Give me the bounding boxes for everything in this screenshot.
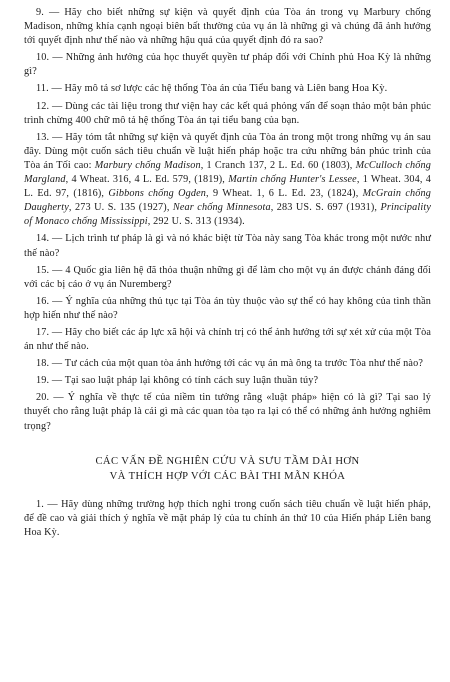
question-number: 18. <box>36 358 50 370</box>
case-name: Martin chống Hunter's Lessee <box>228 174 357 186</box>
question-16 <box>24 295 431 323</box>
case-citation: , 9 Wheat. 1, 6 L. Ed. 23, (1824), <box>206 188 363 200</box>
question-14 <box>24 232 431 260</box>
case-citation: , 1 Wheat. 304, 4 L. Ed. 97, (1816), <box>24 174 431 200</box>
question-number: 13. <box>36 131 50 143</box>
question-17 <box>24 326 431 354</box>
research-question-1 <box>24 498 431 540</box>
question-11 <box>24 82 431 96</box>
case-name: McCulloch chống Margland <box>24 159 431 186</box>
question-text: — Hãy tóm tắt những sự kiện và quyết định của Tòa án trong một trong những vụ án sau đây. Dùng một cuốn sách tiêu chuẩn về luật hiến pháp hoặc tra cứu những bản phúc trình của Tòa án Tối cao: <box>24 131 431 171</box>
question-number: 16. <box>36 295 50 307</box>
case-name: Principality of Monaco chống Mississippi <box>24 202 431 228</box>
case-name: Marbury chống Madison <box>94 159 201 171</box>
section-heading-line-1: CÁC VẤN ĐỀ NGHIÊN CỨU VÀ SƯU TẦM DÀI HƠN <box>95 455 360 467</box>
question-text: — Lịch trình tư pháp là gì và nó khác biệt từ Tòa này sang Tòa khác trong một nước như thế nào? <box>24 233 431 259</box>
case-citation: , 4 Wheat. 316, 4 L. Ed. 579, (1819), <box>65 174 229 186</box>
question-number: 10. <box>36 52 50 64</box>
question-10 <box>24 51 431 79</box>
case-name: McGrain chống Daugherty <box>24 188 431 214</box>
question-text: — Hãy mô tả sơ lược các hệ thống Tòa án của Tiểu bang và Liên bang Hoa Kỳ. <box>48 83 388 95</box>
section-heading <box>24 454 431 484</box>
question-text: — Tư cách của một quan tòa ảnh hưởng tới các vụ án mà ông ta trước Tòa như thế nào? <box>49 358 424 370</box>
question-text: — Ý nghĩa của những thủ tục tại Tòa án tùy thuộc vào sự thể có hay không của tình thần hợp hiến như thế nào? <box>24 295 431 321</box>
question-text: — Dùng các tài liệu trong thư viện hay các kết quả phỏng vấn để soạn thảo một bản phúc trình chừng 400 chữ mô tả hệ thống Tòa án tại tiểu bang của bạn. <box>24 100 431 126</box>
section-heading-line-2: VÀ THÍCH HỢP VỚI CÁC BÀI THI MÃN KHÓA <box>109 470 346 482</box>
question-number: 19. <box>36 375 50 387</box>
question-number: 1. <box>36 498 44 510</box>
case-name: Near chống Minnesota <box>172 202 271 214</box>
question-12 <box>24 100 431 128</box>
question-number: 15. <box>36 264 50 276</box>
question-13 <box>24 131 431 230</box>
question-text: — Hãy cho biết các áp lực xã hội và chính trị có thể ảnh hưởng tới sự xét xử của một Tòa án như thế nào. <box>24 326 431 353</box>
case-citation: , 292 U. S. 313 (1934). <box>147 216 245 228</box>
question-number: 17. <box>36 326 50 338</box>
case-citation: , 273 U. S. 135 (1927), <box>68 202 173 214</box>
question-20 <box>24 391 431 433</box>
case-citation: , 283 US. S. 697 (1931), <box>270 202 381 214</box>
question-9 <box>24 6 431 48</box>
question-text: — Tại sao luật pháp lại không có tính cách suy luận thuần túy? <box>49 375 319 387</box>
question-number: 12. <box>36 100 50 112</box>
question-19 <box>24 374 431 388</box>
question-number: 14. <box>36 233 50 245</box>
question-number: 9. <box>36 7 44 18</box>
question-text: — Những ảnh hưởng của học thuyết quyền tư pháp đối với Chính phủ Hoa Kỳ là những gì? <box>24 52 431 78</box>
question-number: 11. <box>36 83 49 95</box>
question-text: — 4 Quốc gia liên hệ đã thỏa thuận những gì để làm cho một vụ án được chánh đáng đối với các bị cáo ở vụ án Nuremberg? <box>24 264 431 290</box>
question-text: — Ý nghĩa về thực tế của niềm tin tưởng rằng «luật pháp» hiện có là gì? Tại sao lý thuyết cho rằng luật pháp là cái gì mà các quan tòa tạo ra lại có thể có những ảnh hưởng nghiêm trọng? <box>24 392 431 432</box>
case-name: Gibbons chống Ogden <box>108 188 207 200</box>
question-text: — Hãy cho biết những sự kiện và quyết định của Tòa án trong vụ Marbury chống Madison, những khía cạnh ngoại biên bất thường của vụ án là những gì và chúng đã ảnh hưởng tới quyết định như thế nào và những hậu quả của quyết định đó ra sao? <box>24 7 431 47</box>
question-15 <box>24 264 431 292</box>
case-citation: , 1 Cranch 137, 2 L. Ed. 60 (1803), <box>200 159 356 171</box>
question-text: — Hãy dùng những trường hợp thích nghi trong cuốn sách tiêu chuẩn về luật hiến pháp, để đề cao và giải thích ý nghĩa về mặt pháp lý của tu chính án thứ 10 của Hiến pháp Liên bang Hoa Kỳ. <box>24 498 431 538</box>
question-18 <box>24 357 431 371</box>
question-number: 20. <box>36 392 50 404</box>
